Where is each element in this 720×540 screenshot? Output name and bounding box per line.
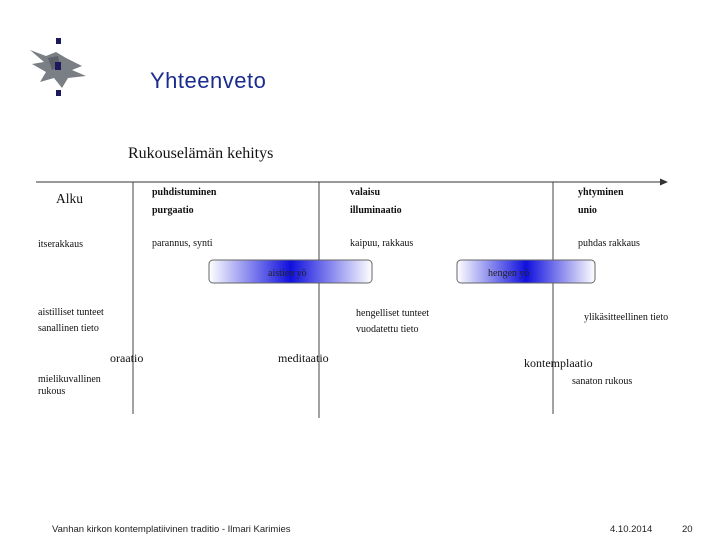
- note-ylikasitteellinen-tieto: ylikäsitteellinen tieto: [584, 312, 669, 323]
- note-rukous: rukous: [38, 386, 66, 397]
- stage-yhtyminen: yhtyminen: [578, 187, 624, 198]
- timeline-arrowhead: [660, 179, 668, 186]
- prayer-meditaatio: meditaatio: [278, 351, 329, 365]
- diagram-heading: Rukouselämän kehitys: [128, 145, 274, 162]
- item-kaipuu-rakkaus: kaipuu, rakkaus: [350, 238, 414, 249]
- stage-puhdistuminen: puhdistuminen: [152, 187, 217, 198]
- page-number: 20: [682, 524, 693, 535]
- note-mielikuvallinen: mielikuvallinen: [38, 374, 101, 385]
- note-vuodatettu-tieto: vuodatettu tieto: [356, 324, 419, 335]
- slide-title: Yhteenveto: [150, 68, 267, 93]
- night-spirit-label: hengen yö: [488, 268, 530, 279]
- note-sanaton-rukous: sanaton rukous: [572, 376, 633, 387]
- note-sanallinen-tieto: sanallinen tieto: [38, 323, 99, 334]
- prayer-oraatio: oraatio: [110, 351, 144, 365]
- stage-illuminaatio: illuminaatio: [350, 205, 402, 216]
- item-itserakkaus: itserakkaus: [38, 239, 83, 250]
- prayer-kontemplaatio: kontemplaatio: [524, 356, 593, 370]
- footer-text: Vanhan kirkon kontemplatiivinen traditio - Ilmari Karimies: [52, 524, 291, 535]
- footer-date: 4.10.2014: [610, 524, 653, 535]
- note-aistilliset-tunteet: aistilliset tunteet: [38, 307, 104, 318]
- item-puhdas-rakkaus: puhdas rakkaus: [578, 238, 640, 249]
- item-parannus-synti: parannus, synti: [152, 238, 213, 249]
- note-hengelliset-tunteet: hengelliset tunteet: [356, 308, 430, 319]
- stage-unio: unio: [578, 205, 597, 216]
- night-senses-label: aistien yö: [268, 268, 307, 279]
- stage-valaisu: valaisu: [350, 187, 381, 198]
- stage-purgaatio: purgaatio: [152, 205, 194, 216]
- stage-alku: Alku: [56, 191, 83, 206]
